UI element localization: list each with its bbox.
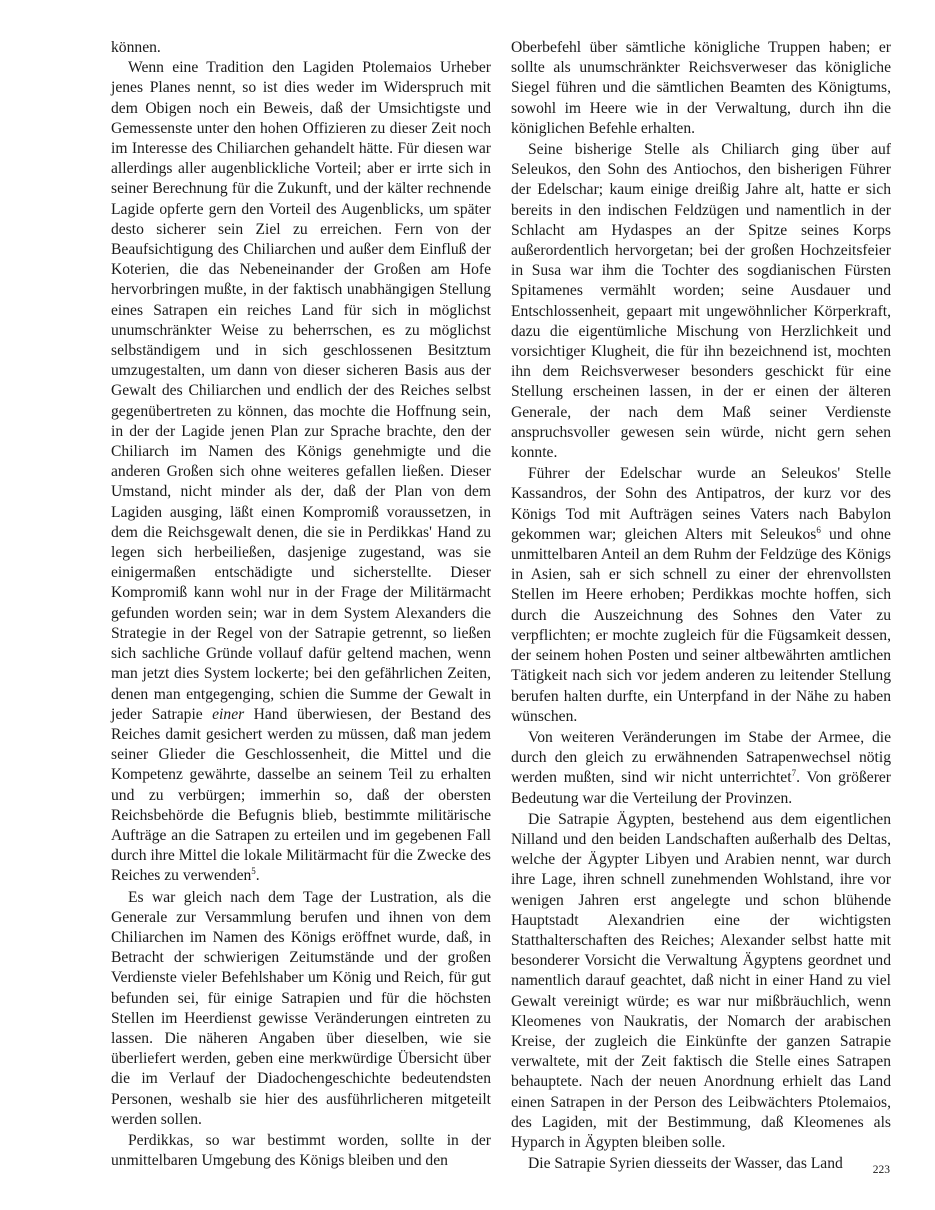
footnote-marker: 6: [816, 524, 821, 535]
paragraph: Es war gleich nach dem Tage der Lustration, als die Generale zur Versammlung berufen und ihnen von dem Chiliarchen im Namen des Königs eröffnet wurde, daß, in Betracht der schwierigen Zeitumstände und der großen Verdienste vieler Befehlshaber um König und Reich, für gut befunden sei, für einige Satrapien und für die höchsten Stellen im Heerdienst gewisse Veränderungen eintreten zu lassen. Die näheren Angaben über dieselben, wie sie überliefert werden, geben eine merkwürdige Übersicht über die im Verlauf der Diadochengeschichte bedeutendsten Personen, weshalb sie hier des ausführlicheren mitgeteilt werden sollen.: [111, 888, 491, 1128]
text-run: Wenn eine Tradition den Lagiden Ptolemaios Urheber jenes Planes nennt, so ist dies weder im Widerspruch mit dem Obigen noch ein Beweis, daß der Umsichtigste und Gemessenste unter den hohen Offizieren zu dieser Zeit noch im Interesse des Chiliarchen gehandelt hätte. Für diesen war allerdings aller augenblickliche Vorteil; aber er irrte sich in seiner Berechnung für die Zukunft, und der kälter rechnende Lagide opferte gern den Vorteil des Augenblicks, um später desto sicherer sein Ziel zu erreichen. Fern von der Beaufsichtigung des Chiliarchen und außer dem Einfluß der Koterien, die das Nebeneinander der Großen am Hofe hervorbringen mußte, in der faktisch unabhängigen Stellung eines Satrapen ein reiches Land für sich in möglichst unumschränkter Weise zu beherrschen, es zu möglichst selbständigem und in sich geschlossenen Besitztum umzugestalten, um dann von dieser sicheren Basis aus der Gewalt des Chiliarchen und endlich der des Reiches selbst gegenübertreten zu können, das mochte die Hoffnung sein, in der der Lagide jenen Plan zur Sprache brachte, den der Chiliarch im Namen des Königs genehmigte und die anderen Großen sich ohne weiteres gefallen ließen. Dieser Umstand, nicht minder als der, daß der Plan von dem Lagiden ausging, läßt einen Kompromiß voraussetzen, in dem die Reichsgewalt denen, die sie in Perdikkas' Hand zu legen sich herbeiließen, dasjenige zugestand, was sie einigermaßen entschädigte und sicherstellte. Dieser Kompromiß kann wohl nur in der Frage der Militärmacht gefunden worden sein; war in dem System Alexanders die Strategie in der Regel von der Satrapie getrennt, so ließen sich sachliche Gründe vollauf dafür geltend machen, wenn man jetzt dies System lockerte; bei den gefährlichen Zeiten, denen man entgegenging, schien die Summe der Gewalt in jeder Satrapie: [111, 59, 491, 723]
page-number: 223: [872, 1164, 890, 1176]
text-run: Führer der Edelschar wurde an Seleukos' Stelle Kassandros, der Sohn des Antipatros, der kurz vor des Königs Tod mit Aufträgen seines Vaters nach Babylon gekommen war; gleichen Alters mit Seleukos: [511, 465, 891, 543]
paragraph: können.: [111, 39, 161, 56]
paragraph: Seine bisherige Stelle als Chiliarch ging über auf Seleukos, den Sohn des Antiochos, den bisherigen Führer der Edelschar; kaum einige dreißig Jahre alt, hatte er sich bereits in den indischen Feldzügen und namentlich in der Schlacht am Hydaspes an der Spitze seines Korps außerordentlich hervorgetan; bei der großen Hochzeitsfeier in Susa war ihm die Tochter des sogdianischen Fürsten Spitamenes vermählt worden; seine Ausdauer und Entschlossenheit, gepaart mit ungewöhnlicher Körperkraft, dazu die eigentümliche Mischung von Herzlichkeit und vorsichtiger Klugheit, die für ihn bezeichnend ist, mochten ihn dem Reichsverweser besonders geschickt für eine Stellung erscheinen lassen, in der er einen der älteren Generale, der nach dem Maß seiner Verdienste anspruchsvoller gewesen sein würde, nicht gern sehen konnte.: [511, 141, 891, 462]
paragraph: [511, 728, 891, 809]
footnote-marker: 7: [791, 768, 797, 779]
paragraph: [511, 464, 891, 727]
paragraph: Perdikkas, so war bestimmt worden, sollte in der unmittelbaren Umgebung des Königs bleiben und den: [111, 1131, 491, 1170]
text-run: Hand überwiesen, der Bestand des Reiches damit gesichert werden zu müssen, daß man jedem seiner Glieder die Geschlossenheit, die Mittel und die Kompetenz gewährte, dasselbe an seinem Teil zu erhalten und zu verbürgen; immerhin so, daß der obersten Reichsbehörde die Befugnis blieb, bestimmte militärische Aufträge an die Satrapen zu erteilen und im gegebenen Fall durch ihre Mittel die lokale Militärmacht für die Zwecke des Reiches zu verwenden: [111, 705, 491, 885]
paragraph: [111, 58, 491, 886]
text-run: .: [255, 867, 260, 885]
text-run: und ohne unmittelbaren Anteil an dem Ruhm der Feldzüge des Königs in Asien, sah er sich schnell zu einer der ehrenvollsten Stellen im Heere erhoben; Perdikkas mochte hoffen, sich durch die Auszeichnung des Sohnes den Vater zu verpflichten; er mochte zugleich für die Fügsamkeit dessen, der seinem hohen Posten und seiner altbewährten amtlichen Tätigkeit nach sich vor jedem anderen zu leitender Stellung berufen halten durfte, ein Unterpfand in der Nähe zu haben wünschen.: [511, 525, 891, 725]
right-column: [511, 38, 891, 1174]
emphasis: einer: [212, 705, 245, 723]
paragraph: Oberbefehl über sämtliche königliche Truppen haben; er sollte als unumschränkter Reichsverweser das königliche Siegel führen und die sämtlichen Beamten des Königtums, sowohl im Heere wie in der Verwaltung, durch ihn die königlichen Befehle erhalten.: [511, 39, 891, 137]
text-run: Von weiteren Veränderungen im Stabe der Armee, die durch den gleich zu erwähnenden Satrapenwechsel nötig werden mußten, sind wir nicht unterrichtet: [511, 728, 891, 787]
text-run: . Von größerer Bedeutung war die Verteilung der Provinzen.: [511, 769, 891, 807]
paragraph: Die Satrapie Ägypten, bestehend aus dem eigentlichen Nilland und den beiden Landschaften außerhalb des Deltas, welche der Ägypter Libyen und Arabien nennt, war durch ihre Lage, ihren schnell zunehmenden Wohlstand, ihre vor wenigen Jahren erst angelegte und schon blühende Hauptstadt Alexandrien eine der wichtigsten Statthalterschaften des Reiches; Alexander selbst hatte mit besonderer Vorsicht die Verwaltung Ägyptens geordnet und namentlich darauf geachtet, daß nicht in einer Hand zu viel Gewalt vereinigt würde; es war nur mißbräuchlich, wenn Kleomenes von Naukratis, der Nomarch der arabischen Kreise, der zugleich die Einkünfte der ganzen Satrapie verwaltete, mit der Zeit faktisch die Stelle eines Satrapen behauptete. Nach der neuen Anordnung erhielt das Land einen Satrapen in der Person des Leibwächters Ptolemaios, des Lagiden, mit der Bestimmung, daß Kleomenes als Hyparch in Ägypten bleiben solle.: [511, 810, 891, 1151]
paragraph: Die Satrapie Syrien diesseits der Wasser, das Land: [528, 1155, 843, 1173]
footnote-marker: 5: [251, 866, 256, 877]
left-column: [111, 38, 491, 1171]
